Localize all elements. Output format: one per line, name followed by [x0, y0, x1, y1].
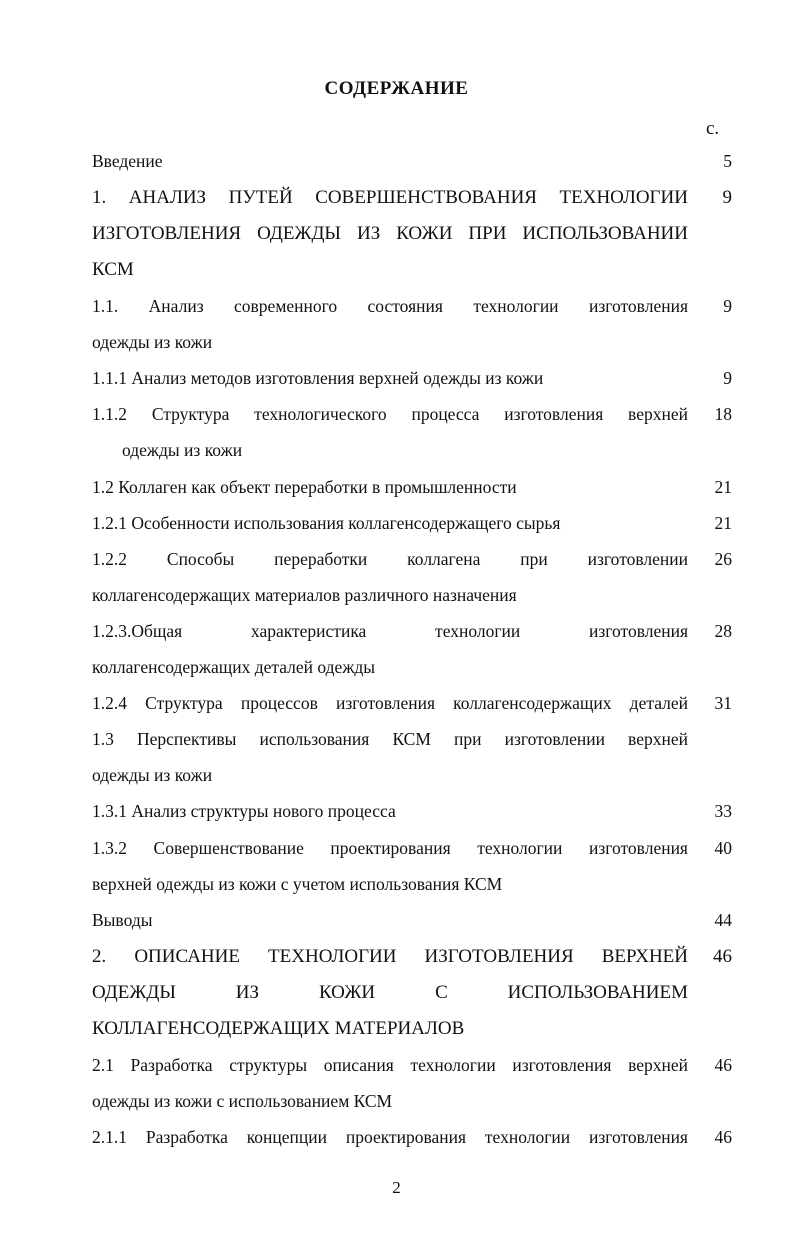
toc-line: одежды из кожи [92, 332, 213, 352]
page-number: 2 [392, 1178, 401, 1197]
toc-page: 9 [723, 296, 732, 316]
toc-line: верхней одежды из кожи с учетом использования КСМ [92, 874, 503, 894]
toc-line: КСМ [92, 259, 134, 280]
toc-page: 46 [714, 1055, 732, 1075]
toc-page: 9 [722, 187, 732, 208]
toc-line: 1.3.1 Анализ структуры нового процесса [92, 801, 396, 821]
toc-line: 1.2.1 Особенности использования коллагенсодержащего сырья [92, 513, 561, 533]
toc-page: 21 [714, 477, 732, 497]
toc-line: 1. АНАЛИЗ ПУТЕЙ СОВЕРШЕНСТВОВАНИЯ ТЕХНОЛОГИИ [92, 187, 688, 208]
toc-page: 9 [723, 368, 732, 388]
toc-line: Введение [92, 151, 163, 171]
page-title: СОДЕРЖАНИЕ [324, 78, 469, 99]
toc-page: 46 [714, 1127, 732, 1147]
toc-line: 1.3 Перспективы использования КСМ при изготовлении верхней [92, 729, 688, 749]
toc-page: 44 [714, 910, 732, 930]
toc-line: одежды из кожи [122, 440, 243, 460]
toc-line: 1.2.2 Способы переработки коллагена при изготовлении [92, 549, 688, 569]
toc-line: 1.2.3.Общая характеристика технологии изготовления [92, 621, 688, 641]
toc-page: 26 [714, 549, 732, 569]
toc-line: 1.2 Коллаген как объект переработки в промышленности [92, 477, 517, 497]
toc-line: 1.1.1 Анализ методов изготовления верхней одежды из кожи [92, 368, 544, 388]
toc-line: 1.2.4 Структура процессов изготовления коллагенсодержащих деталей [92, 693, 688, 713]
toc-page: 18 [714, 404, 732, 424]
toc-page: 31 [714, 693, 732, 713]
toc-line: одежды из кожи с использованием КСМ [92, 1091, 393, 1111]
toc-line: 1.3.2 Совершенствование проектирования технологии изготовления [92, 838, 688, 858]
toc-page: 5 [723, 151, 732, 171]
toc-line: ОДЕЖДЫ ИЗ КОЖИ С ИСПОЛЬЗОВАНИЕМ [92, 982, 688, 1003]
toc-line: 2. ОПИСАНИЕ ТЕХНОЛОГИИ ИЗГОТОВЛЕНИЯ ВЕРХНЕЙ [92, 946, 688, 967]
toc-line: 1.1. Анализ современного состояния технологии изготовления [92, 296, 688, 316]
toc-line: КОЛЛАГЕНСОДЕРЖАЩИХ МАТЕРИАЛОВ [92, 1018, 465, 1039]
toc-page: 46 [713, 946, 732, 967]
toc-line: Выводы [92, 910, 153, 930]
toc-line: коллагенсодержащих деталей одежды [92, 657, 376, 677]
toc-line: одежды из кожи [92, 765, 213, 785]
toc-page: 28 [714, 621, 732, 641]
toc-line: ИЗГОТОВЛЕНИЯ ОДЕЖДЫ ИЗ КОЖИ ПРИ ИСПОЛЬЗОВАНИИ [92, 223, 688, 244]
toc-line: 1.1.2 Структура технологического процесса изготовления верхней [92, 404, 688, 424]
toc-page: 40 [714, 838, 732, 858]
toc-line: 2.1 Разработка структуры описания технологии изготовления верхней [92, 1055, 688, 1075]
toc-line: коллагенсодержащих материалов различного назначения [92, 585, 517, 605]
toc-page: 21 [714, 513, 732, 533]
toc-line: 2.1.1 Разработка концепции проектирования технологии изготовления [92, 1127, 688, 1147]
page-column-label: с. [706, 118, 720, 139]
toc-page: 33 [714, 801, 732, 821]
